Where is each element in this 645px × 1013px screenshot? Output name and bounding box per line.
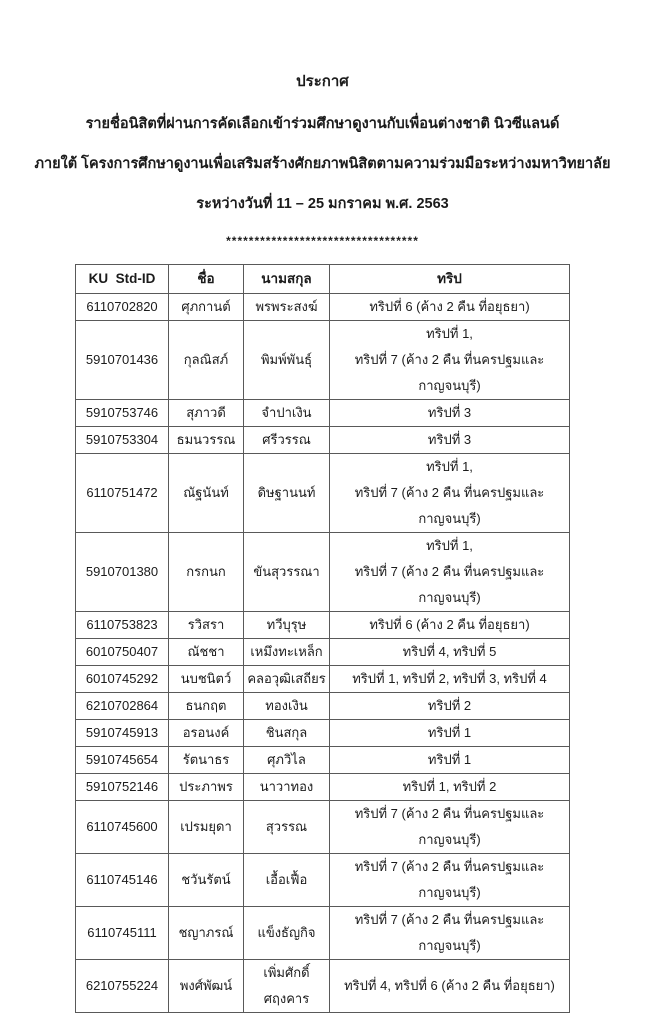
table-row <box>76 907 570 960</box>
trip-line: ทริปที่ 7 (ค้าง 2 คืน ที่นครปฐมและกาญจนบุรี) <box>354 912 545 953</box>
cell-first-name: กุลณิสภ์ <box>169 321 244 400</box>
cell-trip <box>330 960 570 1013</box>
cell-trip <box>330 533 570 612</box>
trip-line: ทริปที่ 6 (ค้าง 2 คืน ที่อยุธยา) <box>369 299 530 314</box>
cell-first-name: ธมนวรรณ <box>169 427 244 454</box>
cell-student-id: 6110745146 <box>76 854 169 907</box>
trip-line: ทริปที่ 1, <box>426 459 473 474</box>
cell-first-name: รวิสรา <box>169 612 244 639</box>
cell-last-name: พิมพ์พันธุ์ <box>244 321 330 400</box>
subtitle-line-3: ระหว่างวันที่ 11 – 25 มกราคม พ.ศ. 2563 <box>196 196 449 212</box>
cell-last-name: นาวาทอง <box>244 774 330 801</box>
trip-line: ทริปที่ 4, ทริปที่ 6 (ค้าง 2 คืน ที่อยุธยา) <box>344 978 555 993</box>
table-row <box>76 960 570 1013</box>
cell-trip <box>330 720 570 747</box>
trip-line: ทริปที่ 6 (ค้าง 2 คืน ที่อยุธยา) <box>369 617 530 632</box>
cell-last-name: เหมึงทะเหล็ก <box>244 639 330 666</box>
trip-line: ทริปที่ 2 <box>427 698 472 713</box>
trip-line: ทริปที่ 7 (ค้าง 2 คืน ที่นครปฐมและกาญจนบุรี) <box>354 485 545 526</box>
subtitle-line-1: รายชื่อนิสิตที่ผ่านการคัดเลือกเข้าร่วมศึกษาดูงานกับเพื่อนต่างชาติ นิวซีแลนด์ <box>85 116 560 132</box>
cell-first-name: ชวันรัตน์ <box>169 854 244 907</box>
table-row <box>76 533 570 612</box>
trip-line: ทริปที่ 3 <box>427 432 472 447</box>
cell-first-name: ศุภกานต์ <box>169 294 244 321</box>
trip-line: ทริปที่ 7 (ค้าง 2 คืน ที่นครปฐมและกาญจนบุรี) <box>354 859 545 900</box>
trip-line: ทริปที่ 7 (ค้าง 2 คืน ที่นครปฐมและกาญจนบุรี) <box>354 806 545 847</box>
cell-first-name: เปรมยุดา <box>169 801 244 854</box>
cell-trip <box>330 774 570 801</box>
header-row <box>76 265 570 294</box>
table-row <box>76 854 570 907</box>
trip-line: ทริปที่ 3 <box>427 405 472 420</box>
cell-first-name: กรกนก <box>169 533 244 612</box>
trip-line: ทริปที่ 7 (ค้าง 2 คืน ที่นครปฐมและกาญจนบุรี) <box>354 564 545 605</box>
table-row <box>76 427 570 454</box>
cell-trip <box>330 747 570 774</box>
trip-line: ทริปที่ 1, <box>426 326 473 341</box>
cell-trip <box>330 294 570 321</box>
cell-first-name: สุภาวดี <box>169 400 244 427</box>
cell-last-name: เอื้อเฟื้อ <box>244 854 330 907</box>
cell-first-name: อรอนงค์ <box>169 720 244 747</box>
cell-trip <box>330 321 570 400</box>
table-row <box>76 693 570 720</box>
cell-first-name: ณัชชา <box>169 639 244 666</box>
cell-student-id: 5910745654 <box>76 747 169 774</box>
table-row <box>76 294 570 321</box>
cell-student-id: 5910745913 <box>76 720 169 747</box>
table-row <box>76 454 570 533</box>
cell-last-name: ทวีบุรุษ <box>244 612 330 639</box>
table-body <box>76 294 570 1013</box>
cell-trip <box>330 400 570 427</box>
cell-last-name: แข็งธัญกิจ <box>244 907 330 960</box>
cell-first-name: ธนกฤต <box>169 693 244 720</box>
header-last-name: นามสกุล <box>244 265 330 294</box>
cell-student-id: 5910701380 <box>76 533 169 612</box>
cell-first-name: ณัฐนันท์ <box>169 454 244 533</box>
cell-last-name: ขันสุวรรณา <box>244 533 330 612</box>
cell-student-id: 6210755224 <box>76 960 169 1013</box>
header-student-id: KU Std-ID <box>76 265 169 294</box>
table-row <box>76 747 570 774</box>
trip-line: ทริปที่ 1, ทริปที่ 2 <box>402 779 497 794</box>
cell-last-name: ศุภวิไล <box>244 747 330 774</box>
trip-line: ทริปที่ 7 (ค้าง 2 คืน ที่นครปฐมและกาญจนบุรี) <box>354 352 545 393</box>
trip-line: ทริปที่ 1 <box>427 725 472 740</box>
cell-first-name: นบชนิตว์ <box>169 666 244 693</box>
cell-trip <box>330 427 570 454</box>
cell-student-id: 6110753823 <box>76 612 169 639</box>
cell-trip <box>330 907 570 960</box>
header-trip: ทริป <box>330 265 570 294</box>
cell-student-id: 6110751472 <box>76 454 169 533</box>
page-title: ประกาศ <box>296 73 349 90</box>
cell-student-id: 6110745600 <box>76 801 169 854</box>
cell-last-name: ศรีวรรณ <box>244 427 330 454</box>
cell-trip <box>330 693 570 720</box>
cell-last-name: คลอวุฒิเสถียร <box>244 666 330 693</box>
cell-student-id: 5910753746 <box>76 400 169 427</box>
trip-line: ทริปที่ 1, ทริปที่ 2, ทริปที่ 3, ทริปที่ 4 <box>352 671 547 686</box>
table-row <box>76 321 570 400</box>
asterisk-divider: ********************************** <box>226 234 419 248</box>
subtitle-line-2: ภายใต้ โครงการศึกษาดูงานเพื่อเสริมสร้างศักยภาพนิสิตตามความร่วมมือระหว่างมหาวิทยาลัย <box>34 156 611 172</box>
cell-last-name: พรพระสงฆ์ <box>244 294 330 321</box>
cell-first-name: พงศ์พัฒน์ <box>169 960 244 1013</box>
table-row <box>76 400 570 427</box>
table-header <box>76 265 570 294</box>
cell-trip <box>330 639 570 666</box>
cell-trip <box>330 612 570 639</box>
cell-student-id: 5910701436 <box>76 321 169 400</box>
header-first-name: ชื่อ <box>169 265 244 294</box>
table-row <box>76 801 570 854</box>
student-roster-table <box>75 264 570 1013</box>
table-row <box>76 774 570 801</box>
cell-last-name: ดิษฐานนท์ <box>244 454 330 533</box>
table-row <box>76 666 570 693</box>
cell-last-name: ทองเงิน <box>244 693 330 720</box>
table-row <box>76 612 570 639</box>
cell-last-name: เพิ่มศักดิ์ศฤงคาร <box>244 960 330 1013</box>
trip-line: ทริปที่ 1, <box>426 538 473 553</box>
cell-student-id: 6110702820 <box>76 294 169 321</box>
cell-last-name: จำปาเงิน <box>244 400 330 427</box>
cell-first-name: ประภาพร <box>169 774 244 801</box>
cell-trip <box>330 801 570 854</box>
cell-student-id: 6010745292 <box>76 666 169 693</box>
cell-student-id: 5910752146 <box>76 774 169 801</box>
cell-trip <box>330 454 570 533</box>
trip-line: ทริปที่ 4, ทริปที่ 5 <box>402 644 497 659</box>
cell-student-id: 5910753304 <box>76 427 169 454</box>
cell-student-id: 6110745111 <box>76 907 169 960</box>
cell-last-name: ชินสกุล <box>244 720 330 747</box>
cell-student-id: 6210702864 <box>76 693 169 720</box>
table-row <box>76 720 570 747</box>
cell-trip <box>330 854 570 907</box>
cell-student-id: 6010750407 <box>76 639 169 666</box>
cell-last-name: สุวรรณ <box>244 801 330 854</box>
table-row <box>76 639 570 666</box>
cell-first-name: รัตนาธร <box>169 747 244 774</box>
cell-trip <box>330 666 570 693</box>
cell-first-name: ชญาภรณ์ <box>169 907 244 960</box>
trip-line: ทริปที่ 1 <box>427 752 472 767</box>
